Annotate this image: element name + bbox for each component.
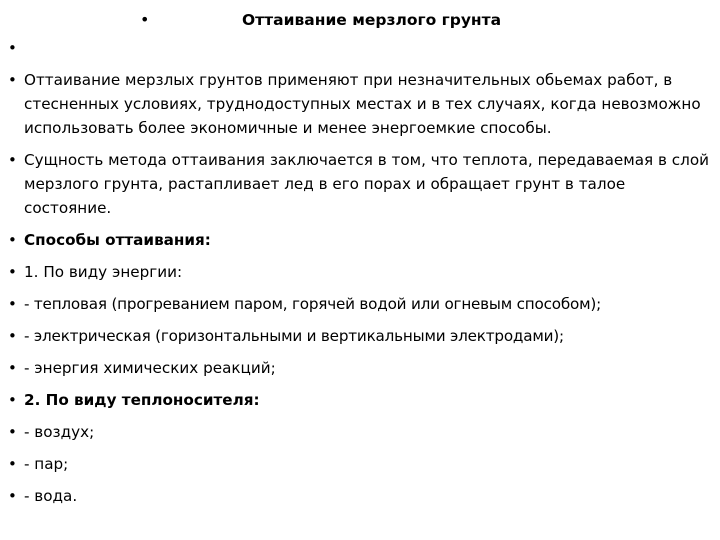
title-bullet-icon: •: [140, 10, 150, 29]
bullet-item-thermal: [8, 292, 714, 316]
bullet-text: - тепловая (прогреванием паром, горячей водой или огневым способом);: [24, 295, 601, 313]
bullet-item-chemical: [8, 356, 714, 380]
bullet-item-heat-carrier: [8, 388, 714, 412]
bullet-text: - электрическая (горизонтальными и вертикальными электродами);: [24, 327, 564, 345]
bullet-icon: •: [8, 391, 17, 409]
bullet-icon: •: [8, 39, 17, 57]
bullet-item-method-essence: [8, 148, 714, 220]
bullet-text: Сущность метода оттаивания заключается в том, что теплота, передаваемая в слой мерзлого грунта, растапливает лед в его порах и обращает грунт в талое состояние.: [24, 151, 709, 217]
bullet-text: - пар;: [24, 455, 69, 473]
bullet-item-energy-type: [8, 260, 714, 284]
bullet-item-methods-heading: [8, 228, 714, 252]
bullet-item-empty: [8, 36, 714, 60]
bullet-icon: •: [8, 487, 17, 505]
bullet-item-electric: [8, 324, 714, 348]
bullet-text: - воздух;: [24, 423, 95, 441]
bullet-icon: •: [8, 151, 17, 169]
bullet-item-steam: [8, 452, 714, 476]
bullet-text: 1. По виду энергии:: [24, 263, 183, 281]
bullet-text: - энергия химических реакций;: [24, 359, 276, 377]
bullet-icon: •: [8, 423, 17, 441]
bullet-text: 2. По виду теплоносителя:: [24, 391, 260, 409]
bullet-icon: •: [8, 71, 17, 89]
slide-title: Оттаивание мерзлого грунта: [242, 11, 502, 29]
bullet-text: Оттаивание мерзлых грунтов применяют при незначительных обьемах работ, в стесненных условиях, труднодоступных местах и в тех случаях, когда невозможно использовать более экономичные и менее энергоемкие способы.: [24, 71, 701, 137]
bullet-item-water: [8, 484, 714, 508]
bullet-icon: •: [8, 263, 17, 281]
bullet-text: Способы оттаивания:: [24, 231, 211, 249]
bullet-icon: •: [8, 231, 17, 249]
bullet-icon: •: [8, 455, 17, 473]
bullet-icon: •: [8, 327, 17, 345]
bullet-list: [8, 36, 714, 516]
bullet-text: - вода.: [24, 487, 78, 505]
bullet-item-air: [8, 420, 714, 444]
bullet-item-application: [8, 68, 714, 140]
bullet-icon: •: [8, 295, 17, 313]
bullet-icon: •: [8, 359, 17, 377]
slide-title-row: [0, 8, 720, 32]
